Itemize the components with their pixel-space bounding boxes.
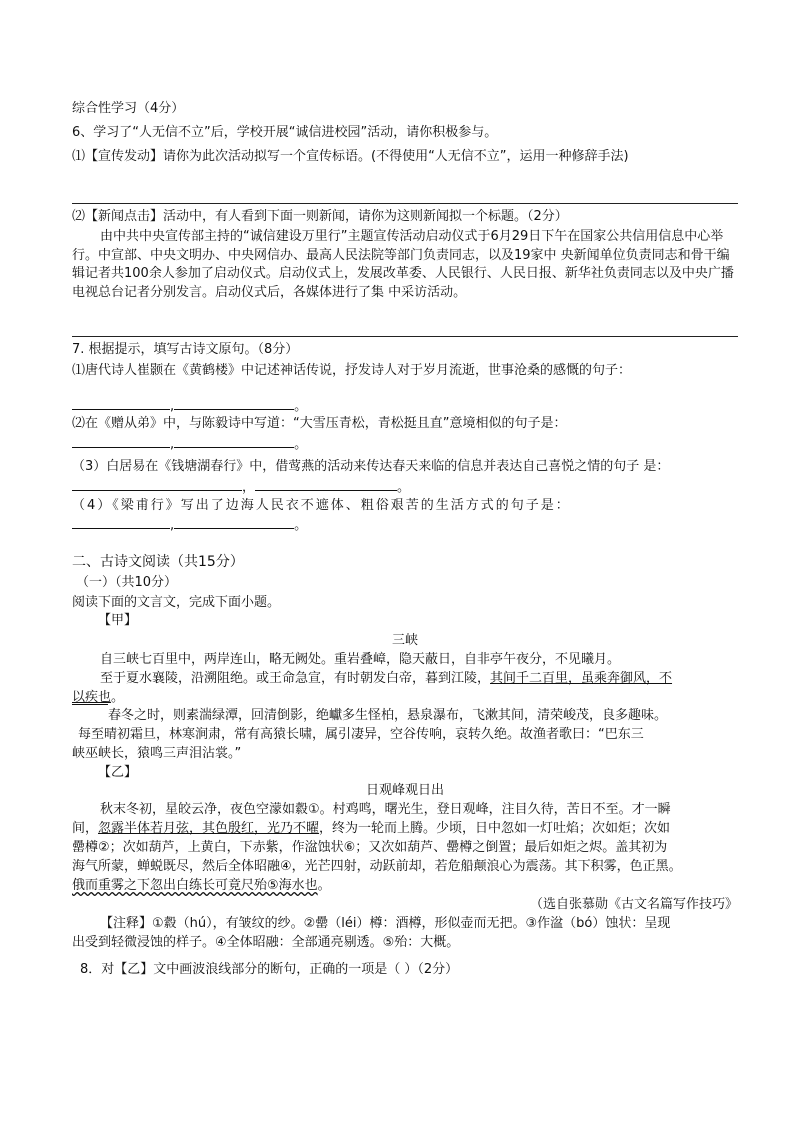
underlined-sentence: 以疾也 bbox=[72, 690, 112, 705]
fill-blank-row-4 bbox=[72, 516, 738, 535]
question-6-stem: 6、学习了“人无信不立”后，学校开展“诚信进校园”活动，请你积极参与。 bbox=[72, 125, 498, 140]
section-2-sub-heading: （一）（共10分） bbox=[76, 575, 178, 590]
question-7-prompt-1: ⑴唐代诗人崔颢在《黄鹤楼》中记述神话传说，抒发诗人对于岁月流逝，世事沧桑的感慨的句子： bbox=[72, 363, 632, 378]
question-7-prompt-3: （3）白居易在《钱塘湖春行》中，借莺燕的活动来传达春天来临的信息并表达自己喜悦之情的句子 是： bbox=[72, 459, 670, 474]
underlined-sentence: 忽露半体若月弦，其色殷红，光乃不曜 bbox=[98, 821, 320, 836]
comma: , bbox=[170, 518, 175, 533]
period: 。 bbox=[294, 399, 308, 414]
passage-yi-line-5: 俄而重雾之下忽出白练长可竟尺殆⑤海水也。 bbox=[72, 878, 331, 893]
question-7-prompt-2: ⑵在《赠从弟》中，与陈毅诗中写道：“大雪压青松，青松挺且直”意境相似的句子是： bbox=[72, 416, 567, 431]
passage-yi-title: 日观峰观日出 bbox=[365, 783, 444, 798]
passage-jia-para-2-cont: 以疾也。 bbox=[72, 690, 125, 705]
answer-blank[interactable] bbox=[174, 435, 294, 448]
passage-jia-title: 三峡 bbox=[391, 633, 418, 648]
period: 。 bbox=[294, 437, 308, 452]
fill-blank-row-1 bbox=[72, 397, 738, 416]
answer-blank[interactable] bbox=[72, 397, 170, 410]
question-6-part-1: ⑴【宣传发动】请你为此次活动拟写一个宣传标语。(不得使用“人无信不立”，运用一种修辞手法) bbox=[72, 149, 629, 164]
answer-blank[interactable] bbox=[72, 516, 170, 529]
passage-yi-line-1: 秋末冬初，星皎云净，夜色空濛如縠①。村鸡鸣，曙光生，登日观峰，注目久待，苦日不至。才一瞬 bbox=[100, 802, 671, 817]
passage-jia-para-4: 每至晴初霜旦，林寒涧肃，常有高猿长啸，属引凄异，空谷传响，哀转久绝。故渔者歌曰：“巴东三 bbox=[78, 727, 644, 742]
passage-yi-label: 【乙】 bbox=[98, 765, 138, 780]
passage-yi-line-3: 罍樽②；次如葫芦，上黄白，下赤紫，作湓蚀状⑥；又次如葫芦、罍樽之倒置；最后如炬之烬。盖其初为 bbox=[72, 840, 668, 855]
answer-blank[interactable] bbox=[72, 478, 242, 491]
section-2-heading: 二、古诗文阅读（共15分） bbox=[72, 554, 244, 570]
passage-jia-para-2: 至于夏水襄陵，沿溯阻绝。或王命急宣，有时朝发白帝，暮到江陵，其间千二百里，虽乘奔御风，不 bbox=[100, 671, 673, 686]
fill-blank-row-2 bbox=[72, 435, 738, 454]
answer-blank[interactable] bbox=[255, 478, 397, 491]
question-8-stem: 8．对【乙】文中画波浪线部分的断句，正确的一项是（ ）（2分） bbox=[80, 962, 459, 977]
comma: , bbox=[170, 399, 175, 414]
passage-jia-para-4-cont: 峡巫峡长，猿鸣三声泪沾裳。” bbox=[72, 746, 242, 761]
comma: , bbox=[170, 437, 175, 452]
passage-yi-notes: 【注释】①縠（hú），有皱纹的纱。②罍（léi）樽：酒樽，形似壶而无把。③作湓（bó）蚀状：呈现 bbox=[100, 916, 671, 931]
wavy-underlined-sentence: 俄而重雾之下忽出白练长可竟尺殆⑤海水也 bbox=[72, 878, 318, 893]
comma: ， bbox=[242, 480, 256, 495]
question-6-part-2: ⑵【新闻点击】活动中，有人看到下面一则新闻，请你为这则新闻拟一个标题。（2分） bbox=[72, 209, 568, 224]
passage-jia-para-1: 自三峡七百里中，两岸连山，略无阙处。重岩叠嶂，隐天蔽日，自非亭午夜分，不见曦月。 bbox=[100, 652, 621, 667]
answer-line bbox=[72, 336, 738, 337]
news-passage: 由中共中央宣传部主持的“诚信建设万里行”主题宣传活动启动仪式于6月29日下午在国家公共信用信息中心举行。中宣部、中央文明办、中央网信办、最高人民法院等部门负责同志，以及19家中 央新闻单位负责同志和骨干编辑记者共100余人参加了启动仪式。启动仪式上，发展改革委、人民银行、人民日报、新华社负责同志以及中央广播电视总台记者分别发言。启动仪式后，各媒体进行了集 中采访活动。 bbox=[72, 229, 734, 300]
answer-blank[interactable] bbox=[174, 397, 294, 410]
answer-blank[interactable] bbox=[72, 435, 170, 448]
passage-yi-line-4: 海气所蒙，蝉蜕既尽，然后全体昭融④，光芒四射，动跃前却，若危船颠浪心为震荡。其下积雾，色正黑。 bbox=[72, 859, 682, 874]
passage-jia-para-3: 春冬之时，则素湍绿潭，回清倒影，绝巘多生怪柏，悬泉瀑布，飞漱其间，清荣峻茂，良多趣味。 bbox=[108, 708, 668, 723]
answer-blank[interactable] bbox=[174, 516, 294, 529]
passage-yi-line-2: 间，忽露半体若月弦，其色殷红，光乃不曜，终为一轮而上腾。少顷，日中忽如一灯吐焰；次如炬；次如 bbox=[72, 821, 671, 836]
passage-yi-notes-cont: 出受到轻微浸蚀的样子。④全体昭融：全部通亮剔透。⑤殆：大概。 bbox=[72, 935, 460, 950]
reading-instruction: 阅读下面的文言文，完成下面小题。 bbox=[72, 595, 281, 610]
question-7-stem: 7. 根据提示，填写古诗文原句。（8分） bbox=[72, 342, 299, 357]
section-heading-comprehensive: 综合性学习（4分） bbox=[72, 101, 185, 116]
fill-blank-row-3 bbox=[72, 478, 738, 497]
underlined-sentence: 其间千二百里，虽乘奔御风，不 bbox=[490, 671, 673, 686]
question-7-prompt-4: （4）《梁甫行》写出了边海人民衣不遮体、粗俗艰苦的生活方式的句子是： bbox=[72, 498, 571, 513]
passage-yi-source: （选自张慕勋《古文名篇写作技巧》 bbox=[529, 897, 738, 912]
period: 。 bbox=[397, 480, 411, 495]
passage-jia-label: 【甲】 bbox=[98, 613, 138, 628]
period: 。 bbox=[294, 518, 308, 533]
answer-line bbox=[72, 203, 738, 204]
